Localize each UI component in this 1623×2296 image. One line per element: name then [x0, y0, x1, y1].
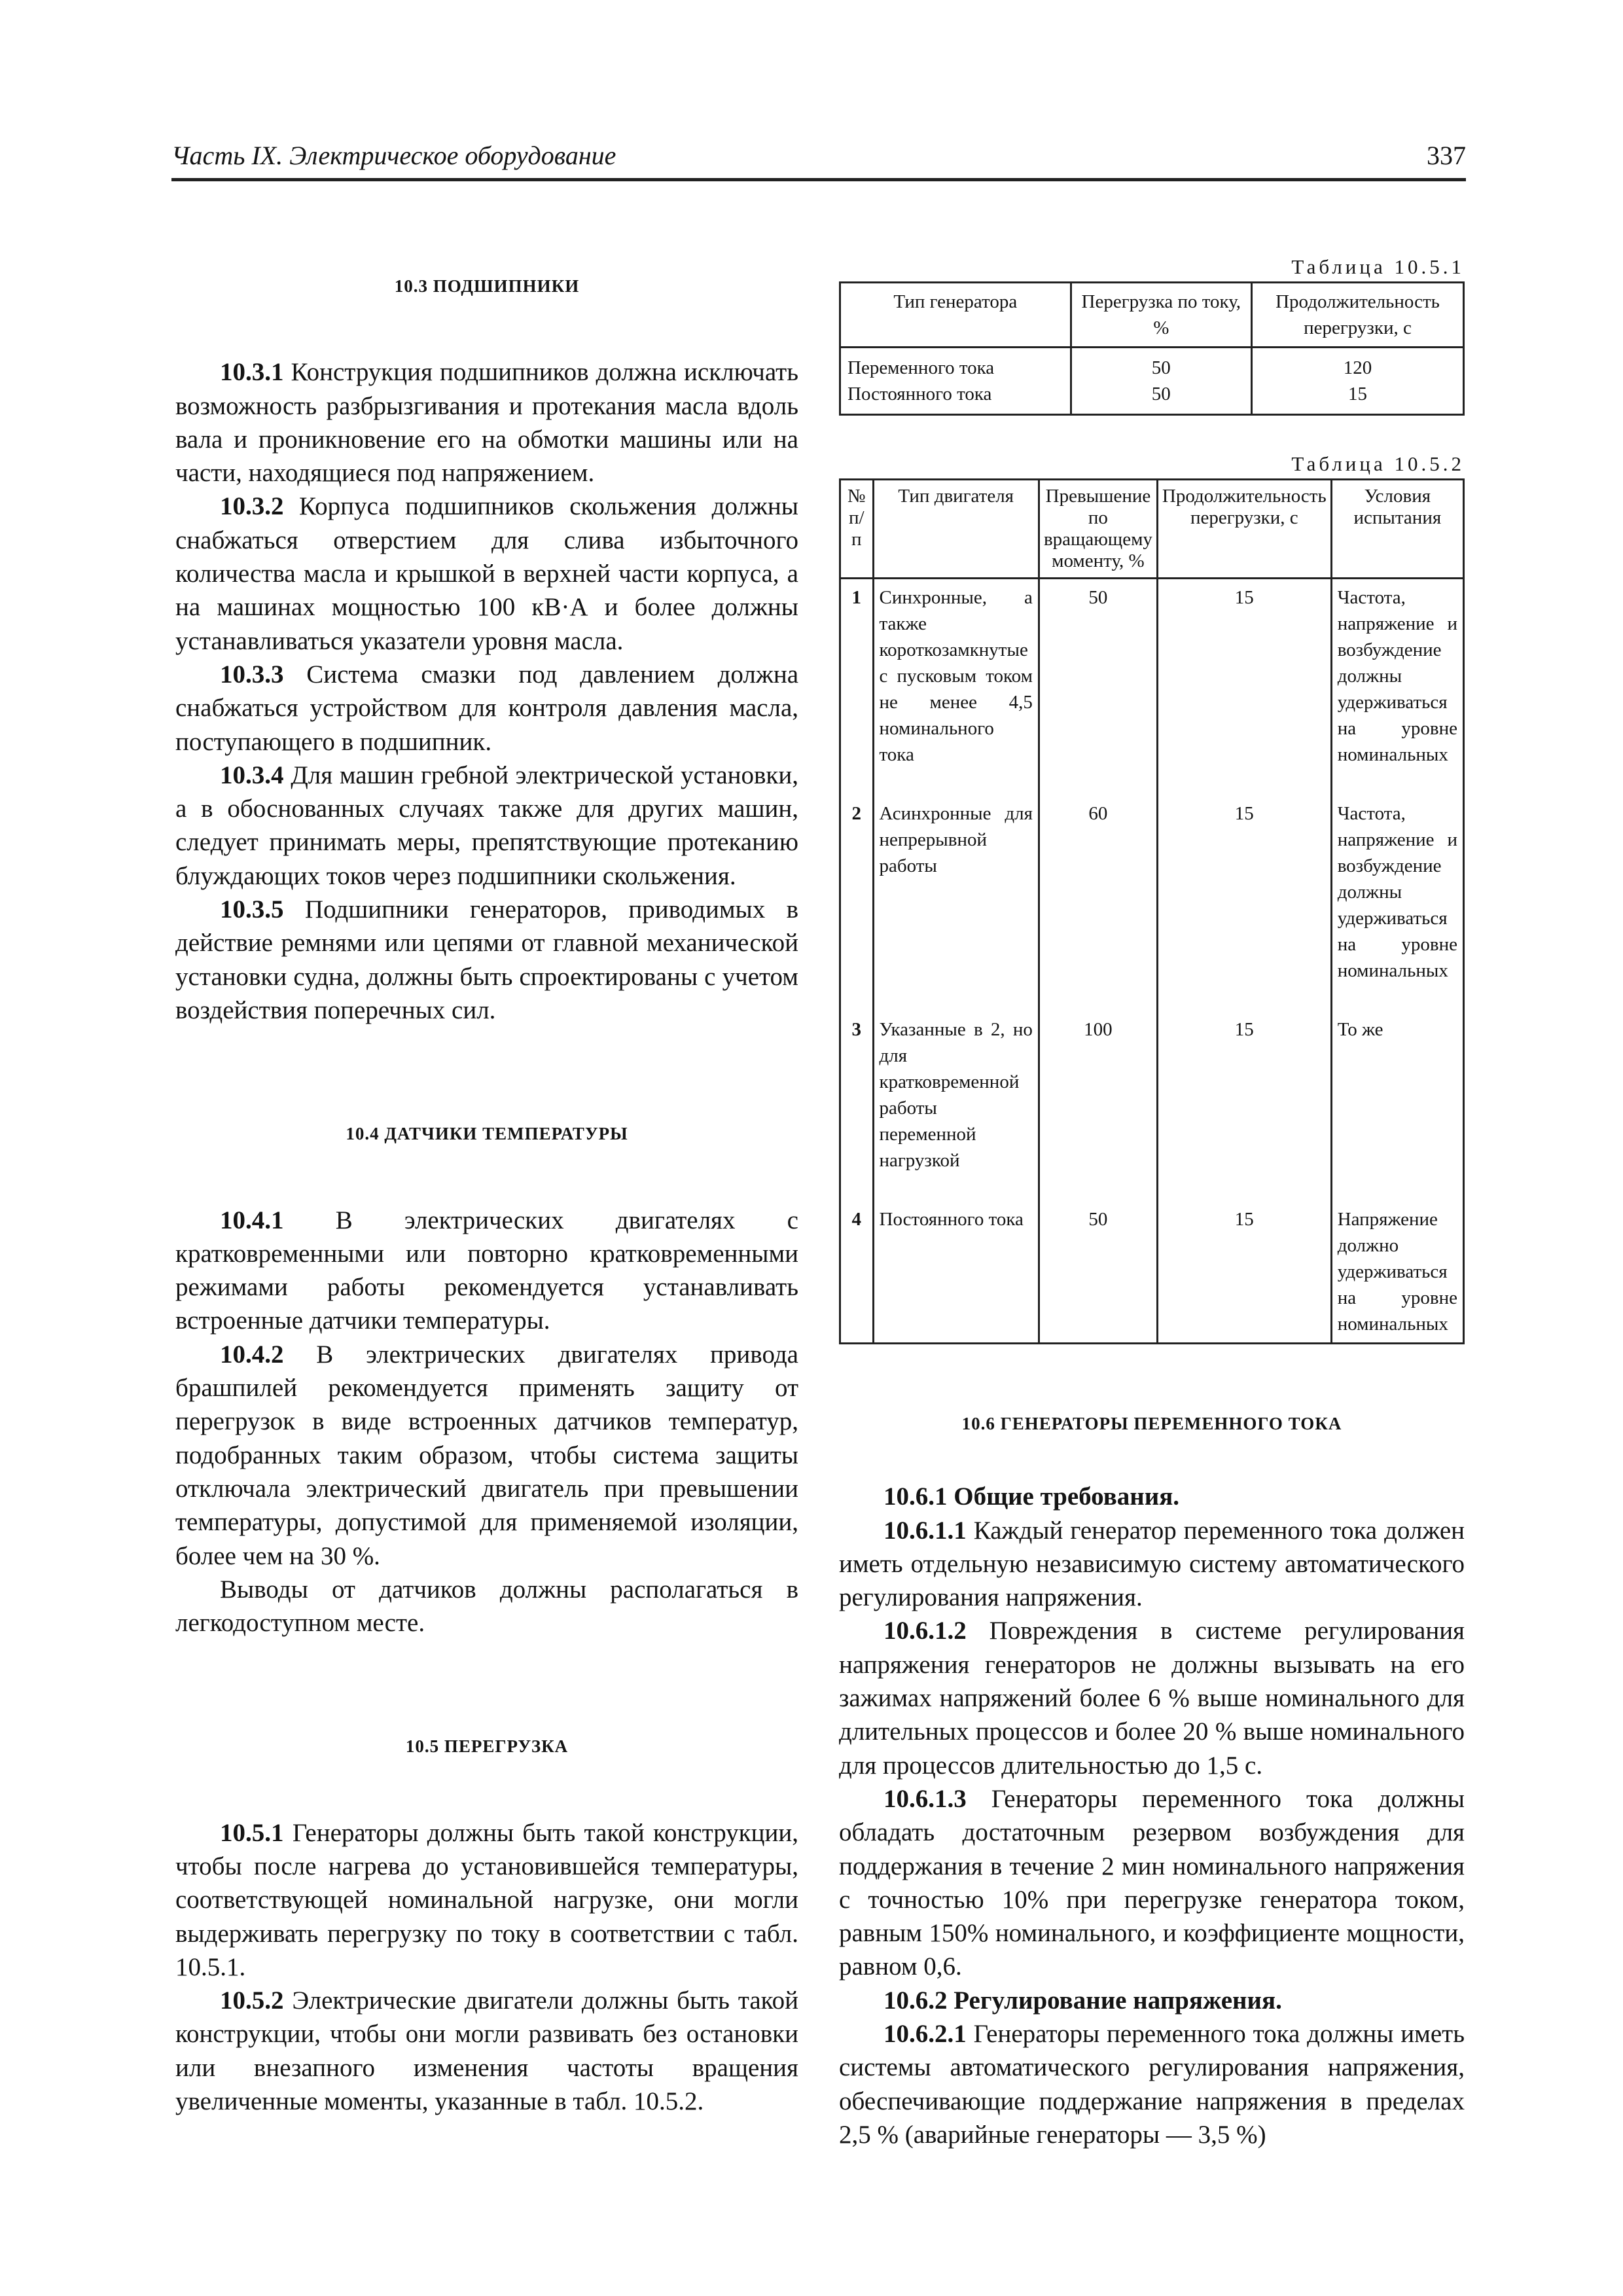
table-cell: 60 — [1039, 795, 1157, 1011]
paragraph-10-3-1: 10.3.1 Конструкция подшипников должна исключать возможность разбрызгивания и протекания масла вдоль вала и проникновение его на обмотки машины или на части, находящиеся под напряжением. — [175, 358, 798, 488]
table-cell: 3 — [840, 1011, 874, 1201]
subsection-heading-10-6-2: 10.6.2 Регулирование напряжения. — [883, 1986, 1282, 2015]
clause-number: 10.5.1 — [220, 1818, 284, 1847]
table-cell: Постоянного тока — [873, 1201, 1039, 1344]
table-cell: Напряжение должно удерживаться на уровне номинальных — [1331, 1201, 1463, 1344]
clause-number: 10.5.2 — [220, 1986, 284, 2015]
table-header-cell: Перегрузка по току, % — [1071, 283, 1251, 348]
paragraph-10-4-2: 10.4.2 В электрических двигателях привода брашпилей рекомендуется применять защиту от перегрузок в виде встроенных датчиков температур, подобранных таким образом, чтобы система защиты отключала электрический двигатель при превышении температуры, допустимой для применяемой изоляции, более чем на 30 %. — [175, 1340, 798, 1570]
paragraph-10-6-1-1: 10.6.1.1 Каждый генератор переменного тока должен иметь отдельную независимую систему автоматического регулирования напряжения. — [839, 1516, 1465, 1612]
header-rule — [171, 178, 1466, 181]
table-header-cell: Тип генератора — [840, 283, 1071, 348]
paragraph-10-4-extra: Выводы от датчиков должны располагаться в легкодоступном месте. — [175, 1575, 798, 1638]
table-header-cell: Продолжительность перегрузки, с — [1251, 283, 1463, 348]
section-heading-10-5: 10.5 ПЕРЕГРУЗКА — [405, 1736, 569, 1757]
paragraph-10-3-2: 10.3.2 Корпуса подшипников скольжения должны снабжаться отверстием для слива избыточного количества масла и крышкой в верхней части корпуса, а на машинах мощностью 100 кВ·А и более должны устанавливаться указатели уровня масла. — [175, 492, 798, 655]
table-cell: Частота, напряжение и возбуждение должны удерживаться на уровне номинальных — [1331, 795, 1463, 1011]
paragraph-10-3-5: 10.3.5 Подшипники генераторов, приводимых в действие ремнями или цепями от главной механической установки судна, должны быть спроектированы с учетом воздействия поперечных сил. — [175, 895, 798, 1024]
table-cell: Переменного тока Постоянного тока — [840, 348, 1071, 415]
clause-number: 10.6.1.3 — [883, 1784, 967, 1813]
paragraph-10-5-2: 10.5.2 Электрические двигатели должны быть такой конструкции, чтобы они могли развивать без остановки или внезапного изменения частоты вращения увеличенные моменты, указанные в табл. 10.5.2. — [175, 1986, 798, 2116]
table-row — [840, 1011, 1464, 1201]
table-cell: 4 — [840, 1201, 874, 1344]
subsection-heading-10-6-1: 10.6.1 Общие требования. — [883, 1482, 1180, 1511]
table-cell: Частота, напряжение и возбуждение должны удерживаться на уровне номинальных — [1331, 579, 1463, 796]
table-row — [840, 579, 1464, 796]
clause-number: 10.3.1 — [220, 358, 284, 387]
table-cell: 15 — [1157, 795, 1331, 1011]
table-cell: 50 — [1039, 579, 1157, 796]
table-cell: 1 — [840, 579, 874, 796]
table-row — [840, 795, 1464, 1011]
table-header-row — [840, 480, 1464, 579]
clause-number: 10.4.1 — [220, 1206, 284, 1234]
section-heading-10-4: 10.4 ДАТЧИКИ ТЕМПЕРАТУРЫ — [346, 1124, 628, 1144]
clause-number: 10.3.5 — [220, 895, 284, 924]
clause-number: 10.4.2 — [220, 1340, 284, 1369]
left-column — [175, 236, 798, 2118]
clause-number: 10.3.2 — [220, 492, 284, 521]
table-cell: То же — [1331, 1011, 1463, 1201]
table-cell: 100 — [1039, 1011, 1157, 1201]
table-10-5-2 — [839, 478, 1465, 1344]
table-cell: Синхронные, а также короткозамкнутые с пусковым током не менее 4,5 номинального тока — [873, 579, 1039, 796]
paragraph-10-3-3: 10.3.3 Система смазки под давлением должна снабжаться устройством для контроля давления масла, поступающего в подшипник. — [175, 660, 798, 756]
paragraph-10-6-2-1: 10.6.2.1 Генераторы переменного тока должны иметь системы автоматического регулирования напряжения, обеспечивающие поддержание напряжения в пределах 2,5 % (аварийные генераторы — 3,5 %) — [839, 2020, 1465, 2149]
paragraph-10-4-1: 10.4.1 В электрических двигателях с кратковременными или повторно кратковременными режимами работы рекомендуется устанавливать встроенные датчики температуры. — [175, 1206, 798, 1335]
page-header — [171, 140, 1466, 181]
paragraph-10-3-4: 10.3.4 Для машин гребной электрической установки, а в обоснованных случаях также для других машин, следует принимать меры, препятствующие протеканию блуждающих токов через подшипники скольжения. — [175, 761, 798, 890]
clause-number: 10.6.1.2 — [883, 1617, 967, 1645]
table-header-cell: Продолжительность перегрузки, с — [1157, 480, 1331, 579]
table-cell: Указанные в 2, но для кратковременной работы переменной нагрузкой — [873, 1011, 1039, 1201]
clause-number: 10.6.2.1 — [883, 2020, 967, 2049]
table-row — [840, 348, 1464, 415]
table-header-cell: Превышение по вращающему моменту, % — [1039, 480, 1157, 579]
right-column — [839, 236, 1465, 2151]
table-cell: 2 — [840, 795, 874, 1011]
table-10-5-1 — [839, 281, 1465, 416]
table-caption-10-5-1: Таблица 10.5.1 — [1291, 255, 1465, 278]
clause-number: 10.6.1.1 — [883, 1516, 967, 1545]
table-cell: Асинхронные для непрерывной работы — [873, 795, 1039, 1011]
table-header-cell: № п/п — [840, 480, 874, 579]
paragraph-10-6-1-2: 10.6.1.2 Повреждения в системе регулирования напряжения генераторов не должны вызывать на его зажимах напряжений более 6 % выше номинального для длительных процессов и более 20 % выше номинального для процессов длительностью до 1,5 с. — [839, 1617, 1465, 1780]
section-heading-10-3: 10.3 ПОДШИПНИКИ — [394, 276, 580, 296]
table-cell: 50 — [1039, 1201, 1157, 1344]
table-cell: 50 50 — [1071, 348, 1251, 415]
table-cell: 120 15 — [1251, 348, 1463, 415]
clause-number: 10.3.4 — [220, 761, 284, 789]
table-cell: 15 — [1157, 1201, 1331, 1344]
table-cell: 15 — [1157, 579, 1331, 796]
table-header-cell: Тип двигателя — [873, 480, 1039, 579]
table-header-row — [840, 283, 1464, 348]
paragraph-10-6-1-3: 10.6.1.3 Генераторы переменного тока должны обладать достаточным резервом возбуждения для поддержания в течение 2 мин номинального напряжения с точностью 10% при перегрузке генератора током, равным 150% номинального, и коэффициенте мощности, равном 0,6. — [839, 1784, 1465, 1981]
page-number: 337 — [1427, 141, 1466, 170]
table-header-cell: Условия испытания — [1331, 480, 1463, 579]
table-caption-10-5-2: Таблица 10.5.2 — [1291, 452, 1465, 475]
table-cell: 15 — [1157, 1011, 1331, 1201]
clause-number: 10.3.3 — [220, 660, 284, 689]
table-row — [840, 1201, 1464, 1344]
paragraph-10-5-1: 10.5.1 Генераторы должны быть такой конструкции, чтобы после нагрева до установившейся температуры, соответствующей номинальной нагрузке, они могли выдерживать перегрузку по току в соответствии с табл. 10.5.1. — [175, 1818, 798, 1981]
section-heading-10-6: 10.6 ГЕНЕРАТОРЫ ПЕРЕМЕННОГО ТОКА — [961, 1414, 1342, 1433]
running-title: Часть IX. Электрическое оборудование — [171, 141, 616, 170]
